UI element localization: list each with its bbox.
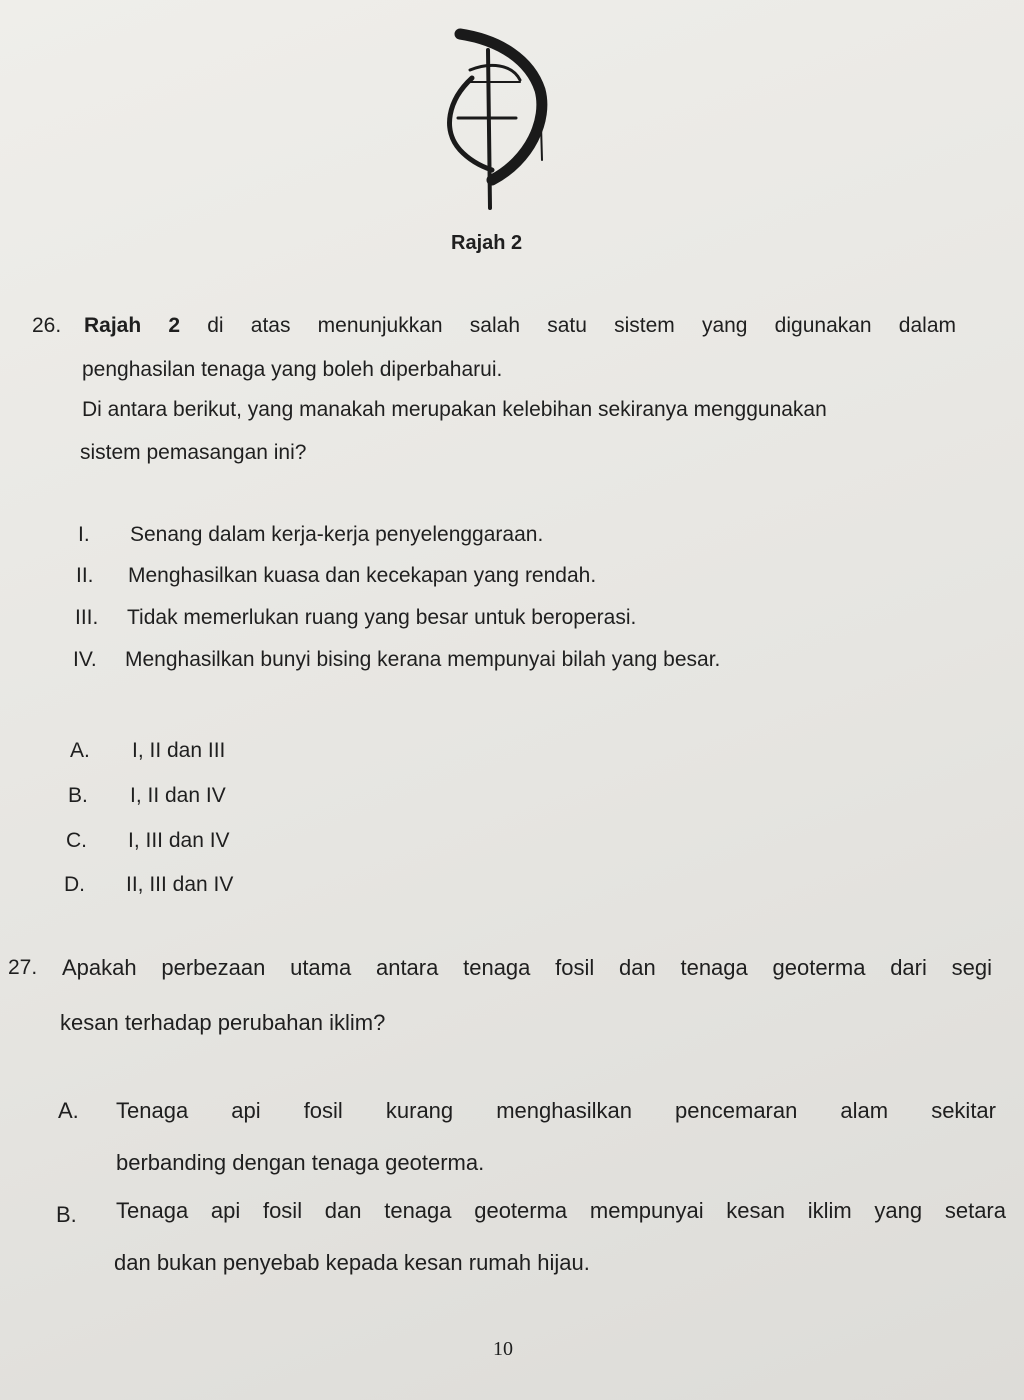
question-27-stem-line-2: kesan terhadap perubahan iklim? [60, 1010, 386, 1035]
question-26-stem-line-1: Rajah 2 di atas menunjukkan salah satu sistem yang digunakan dalam [84, 314, 956, 337]
q27-option-b-letter: B. [56, 1202, 77, 1227]
figure-caption: Rajah 2 [451, 232, 523, 254]
question-27-number: 27. [8, 956, 38, 979]
q27-option-a-line-2: berbanding dengan tenaga geoterma. [116, 1150, 485, 1175]
question-26-stem-line-4: sistem pemasangan ini? [80, 441, 307, 464]
vertical-axis-wind-turbine-icon [420, 20, 560, 215]
figure-reference: Rajah 2 [84, 314, 181, 337]
question-26-number: 26. [32, 314, 62, 337]
q27-option-b-line-1: Tenaga api fosil dan tenaga geoterma mempunyai kesan iklim yang setara [116, 1198, 1006, 1223]
question-26-stem-line-2: penghasilan tenaga yang boleh diperbaharui. [82, 358, 503, 381]
question-26-stem-line-3: Di antara berikut, yang manakah merupakan kelebihan sekiranya menggunakan [82, 398, 827, 421]
question-27-stem-line-1: Apakah perbezaan utama antara tenaga fosil dan tenaga geoterma dari segi [62, 955, 992, 980]
exam-page: Rajah 2 26. Rajah 2 di atas menunjukkan salah satu sistem yang digunakan dalam penghasilan tenaga yang boleh diperbaharui. Di antara berikut, yang manakah merupakan kelebihan sekiranya menggunakan sistem pemasangan ini? I. Senang dalam kerja-kerja penyelenggaraan. II. Menghasilkan kuasa dan kecekapan yang rendah. III. Tidak memerlukan ruang yang besar untuk beroperasi. IV. Menghasilkan bunyi bising kerana mempunyai bilah yang besar. A. I, II dan III B. I, II dan IV C. I, III dan IV D. II, III dan IV 27. Apakah perbezaan utama antara tenaga fosil dan tenaga geoterma dari segi kesan terhadap perubahan iklim? A. Tenaga api fosil kurang menghasilkan pencemaran alam sekitar berbanding dengan tenaga geoterma. B. Tenaga api fosil dan tenaga geoterma mempunyai kesan iklim yang setara dan bukan penyebab kepada kesan rumah hijau. 10 [0, 0, 1024, 1400]
q27-option-b-line-2: dan bukan penyebab kepada kesan rumah hijau. [114, 1250, 590, 1275]
q27-option-a-letter: A. [58, 1098, 79, 1123]
q27-option-a-line-1: Tenaga api fosil kurang menghasilkan pencemaran alam sekitar [116, 1098, 996, 1123]
page-number: 10 [493, 1338, 513, 1360]
